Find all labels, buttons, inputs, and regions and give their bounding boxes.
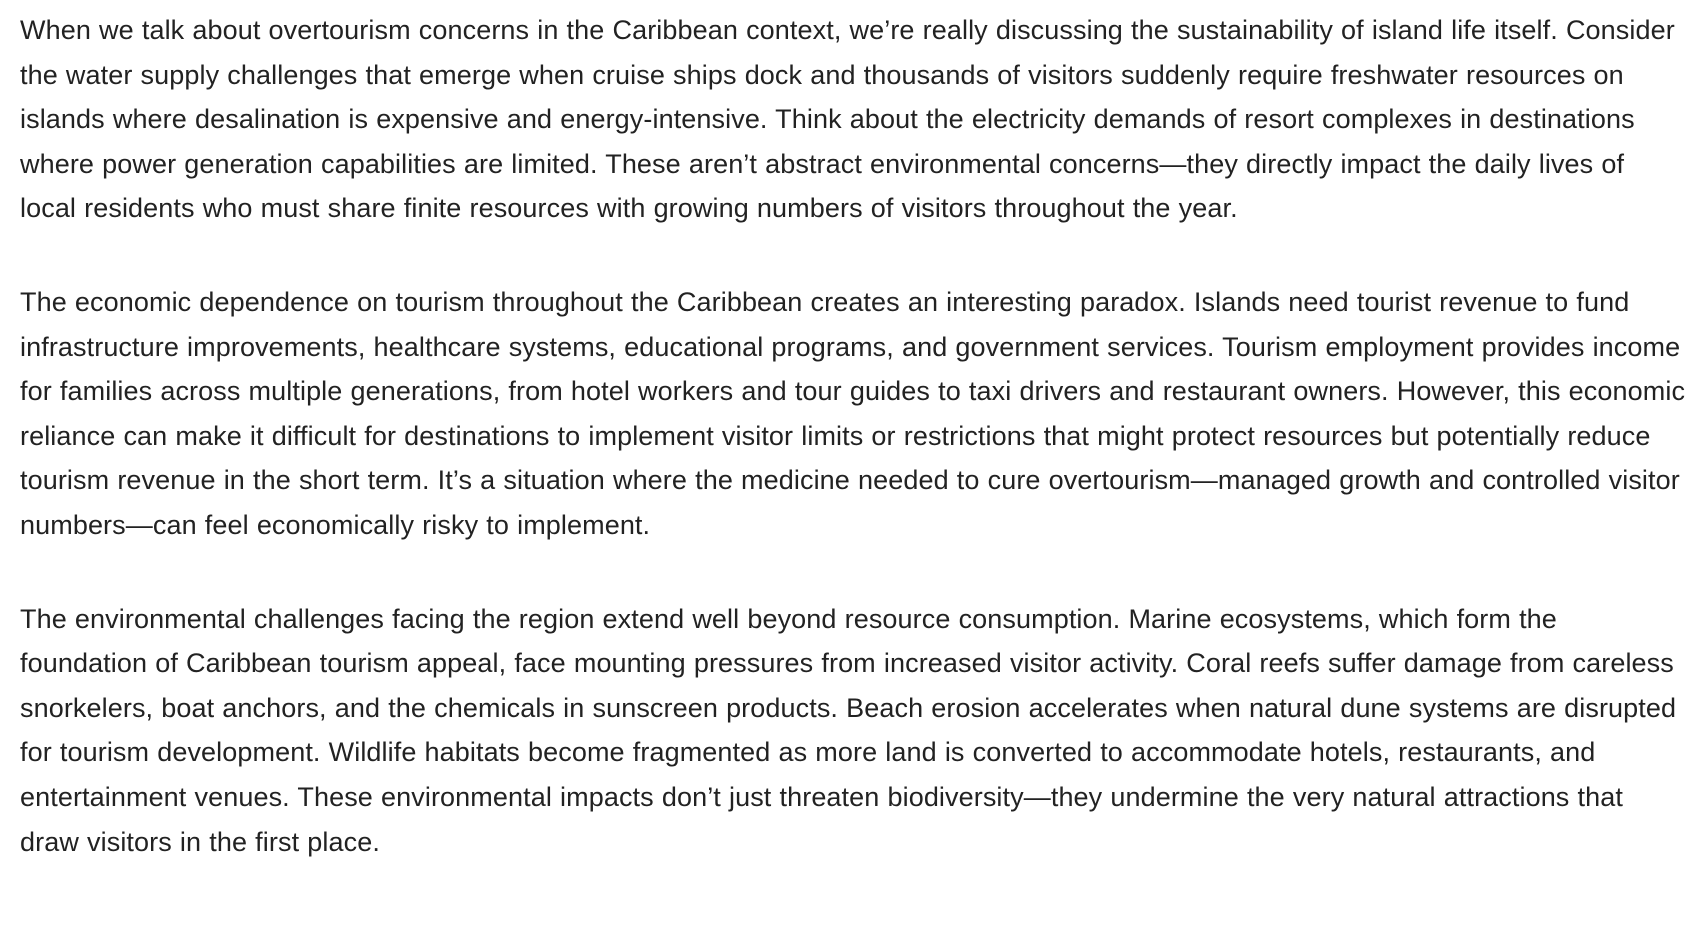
paragraph-environmental-challenges: The environmental challenges facing the region extend well beyond resource consumption. Marine ecosystems, which form the foundation of Caribbean tourism appeal, face mounting pressures from increased visitor activity. Coral reefs suffer damage from careless snorkelers, boat anchors, and the chemicals in sunscreen products. Beach erosion accelerates when natural dune systems are disrupted for tourism development. Wildlife habitats become fragmented as more land is converted to accommodate hotels, restaurants, and entertainment venues. These environmental impacts don’t just threaten biodiversity—they undermine the very natural attractions that draw visitors in the first place. xyxy=(20,603,1677,857)
paragraph-economic-dependence: The economic dependence on tourism throughout the Caribbean creates an interesting paradox. Islands need tourist revenue to fund infrastructure improvements, healthcare systems, educational programs, and government services. Tourism employment provides income for families across multiple generations, from hotel workers and tour guides to taxi drivers and restaurant owners. However, this economic reliance can make it difficult for destinations to implement visitor limits or restrictions that might protect resources but potentially reduce tourism revenue in the short term. It’s a situation where the medicine needed to cure overtourism—managed growth and controlled visitor numbers—can feel economically risky to implement. xyxy=(20,286,1686,540)
paragraph-water-and-energy: When we talk about overtourism concerns in the Caribbean context, we’re really discussing the sustainability of island life itself. Consider the water supply challenges that emerge when cruise ships dock and thousands of visitors suddenly require freshwater resources on islands where desalination is expensive and energy-intensive. Think about the electricity demands of resort complexes in destinations where power generation capabilities are limited. These aren’t abstract environmental concerns—they directly impact the daily lives of local residents who must share finite resources with growing numbers of visitors throughout the year. xyxy=(20,15,1675,224)
